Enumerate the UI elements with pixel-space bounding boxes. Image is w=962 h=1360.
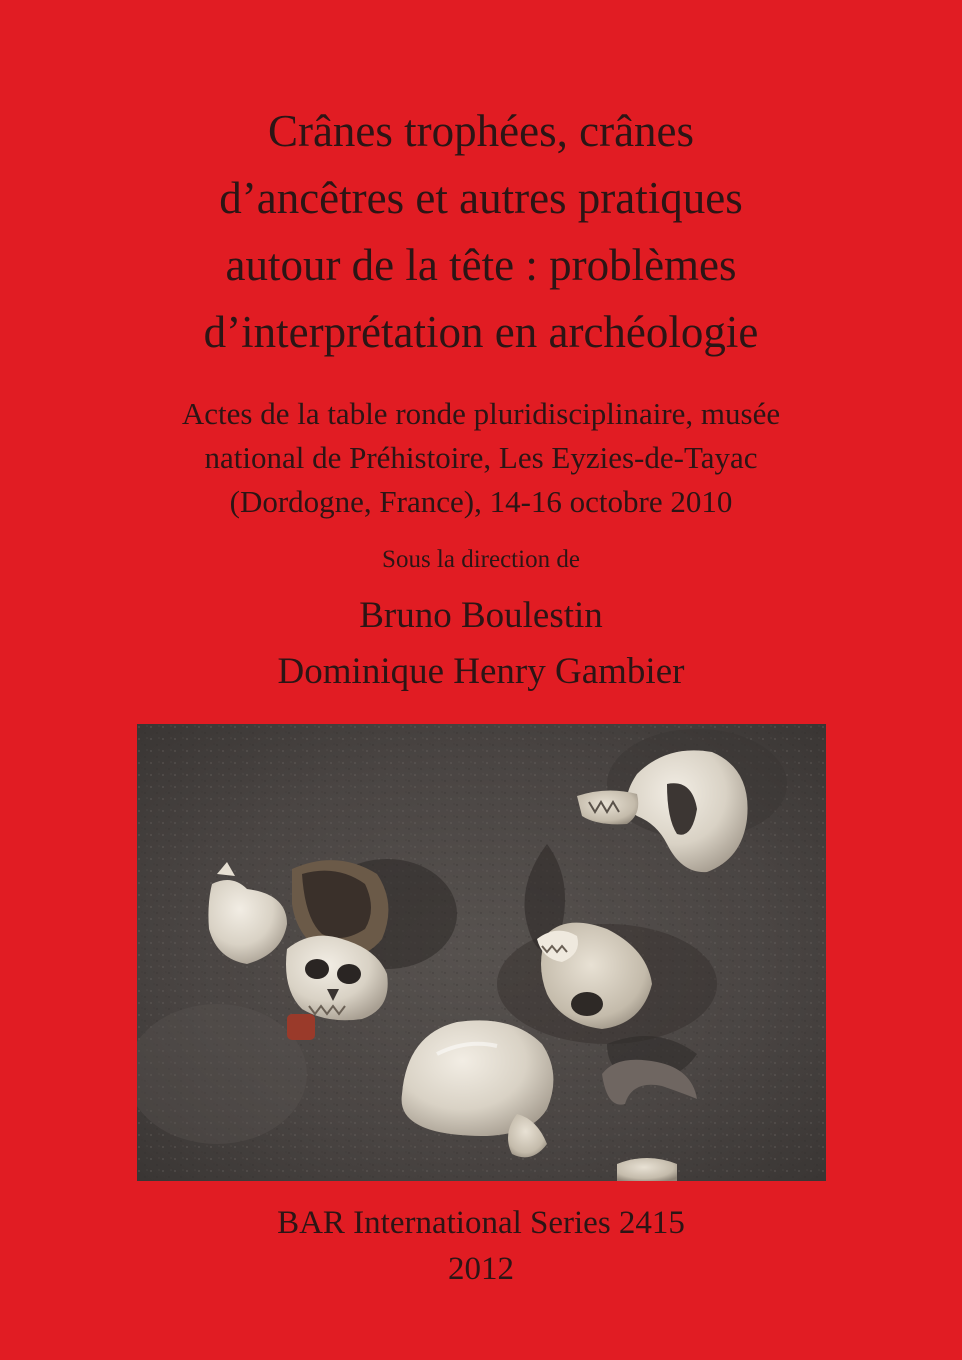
- series-info: [0, 1200, 962, 1292]
- publication-year: 2012: [448, 1251, 514, 1287]
- series-label: BAR International Series 2415: [277, 1205, 685, 1241]
- subtitle-line: (Dordogne, France), 14-16 octobre 2010: [229, 484, 733, 519]
- subtitle-line: national de Préhistoire, Les Eyzies-de-Tayac: [204, 440, 758, 475]
- editors: [0, 588, 962, 700]
- editor-name: Bruno Boulestin: [359, 595, 603, 636]
- book-subtitle: [60, 392, 902, 524]
- subtitle-line: Actes de la table ronde pluridisciplinaire, musée: [181, 396, 781, 431]
- book-title: [60, 98, 902, 366]
- skulls-illustration: [137, 724, 826, 1181]
- title-line: Crânes trophées, crânes: [267, 106, 695, 156]
- title-line: autour de la tête : problèmes: [225, 240, 737, 290]
- direction-label: Sous la direction de: [382, 546, 580, 573]
- excavated-skulls-photo: [137, 724, 826, 1181]
- title-line: d’ancêtres et autres pratiques: [219, 173, 743, 223]
- editor-name: Dominique Henry Gambier: [277, 651, 685, 692]
- title-line: d’interprétation en archéologie: [203, 307, 759, 357]
